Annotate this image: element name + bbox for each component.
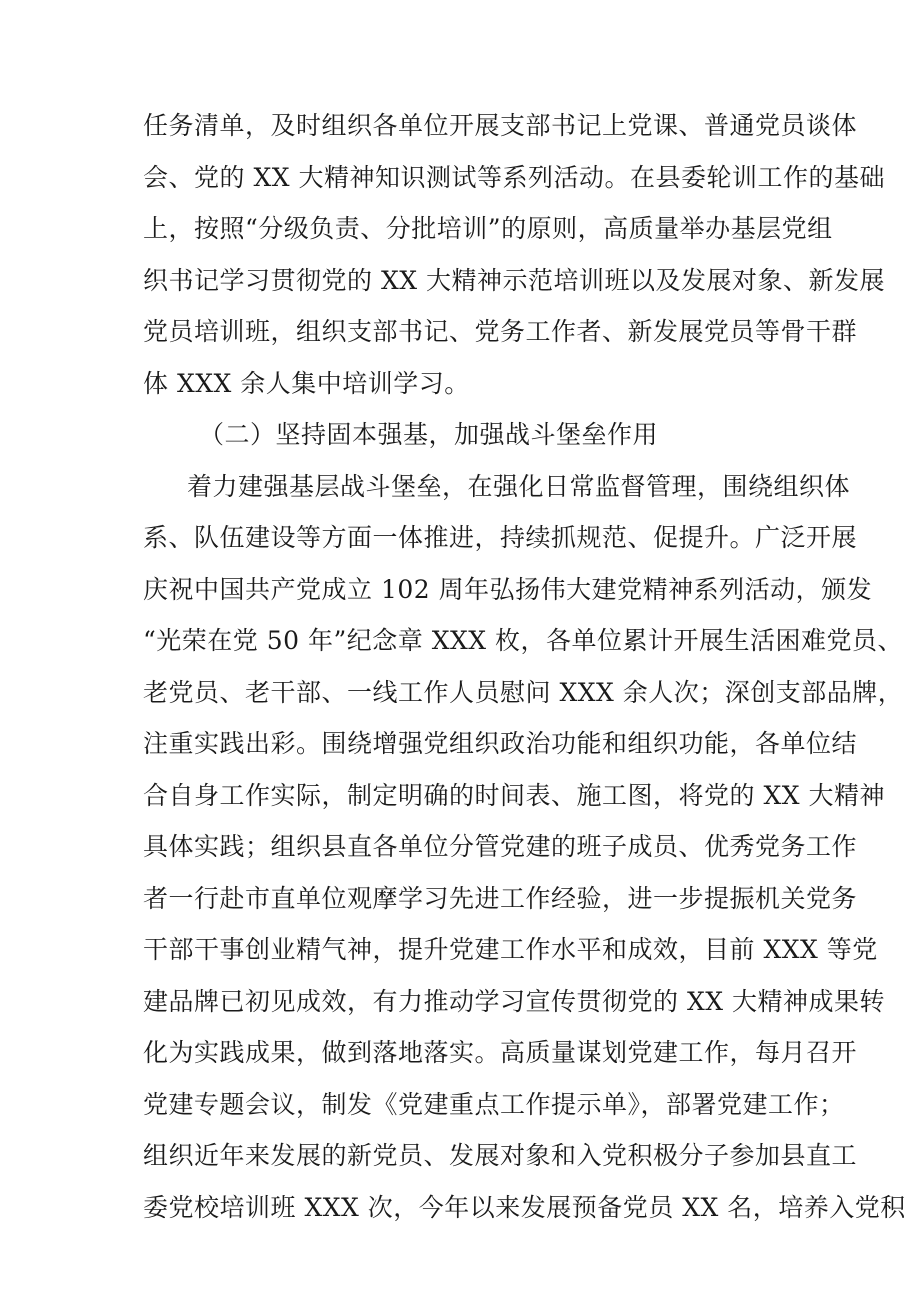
paragraph-line: 系、队伍建设等方面一体推进，持续抓规范、促提升。广泛开展 (143, 523, 858, 552)
paragraph-line: 体 XXX 余人集中培训学习。 (143, 368, 470, 398)
paragraph-line: 委党校培训班 XXX 次，今年以来发展预备党员 XX 名，培养入党积 (143, 1192, 906, 1222)
section-heading: （二）坚持固本强基，加强战斗堡垒作用 (199, 420, 659, 449)
paragraph-line: 党建专题会议，制发《党建重点工作提示单》，部署党建工作； (143, 1089, 845, 1119)
paragraph-line: 庆祝中国共产党成立 102 周年弘扬伟大建党精神系列活动，颁发 (143, 574, 873, 604)
paragraph-line: 任务清单，及时组织各单位开展支部书记上党课、普通党员谈体 (143, 111, 858, 140)
paragraph-line: 具体实践；组织县直各单位分管党建的班子成员、优秀党务工作 (143, 832, 858, 861)
paragraph-line: 建品牌已初见成效，有力推动学习宣传贯彻党的 XX 大精神成果转 (143, 986, 885, 1016)
paragraph-line: 组织近年来发展的新党员、发展对象和入党积极分子参加县直工 (143, 1141, 858, 1170)
paragraph-line: 干部干事创业精气神，提升党建工作水平和成效，目前 XXX 等党 (143, 935, 878, 964)
paragraph-line: 者一行赴市直单位观摩学习先进工作经验，进一步提振机关党务 (143, 883, 858, 913)
paragraph-line: 织书记学习贯彻党的 XX 大精神示范培训班以及发展对象、新发展 (143, 265, 885, 295)
paragraph-line: 上，按照“分级负责、分批培训”的原则，高质量举办基层党组 (143, 214, 833, 243)
paragraph-line: 化为实践成果，做到落地落实。高质量谋划党建工作，每月召开 (143, 1038, 858, 1067)
document-body (143, 100, 906, 1233)
paragraph-2 (143, 461, 906, 1234)
paragraph-line: 党员培训班，组织支部书记、党务工作者、新发展党员等骨干群 (143, 317, 858, 346)
paragraph-line: 注重实践出彩。围绕增强党组织政治功能和组织功能，各单位结 (143, 729, 858, 758)
paragraph-line: 老党员、老干部、一线工作人员慰问 XXX 余人次；深创支部品牌， (143, 677, 904, 707)
paragraph-line: 合自身工作实际，制定明确的时间表、施工图，将党的 XX 大精神 (143, 780, 885, 810)
paragraph-line: 会、党的 XX 大精神知识测试等系列活动。在县委轮训工作的基础 (143, 162, 885, 192)
paragraph-1 (143, 100, 885, 409)
paragraph-line: “光荣在党 50 年”纪念章 XXX 枚，各单位累计开展生活困难党员、 (143, 626, 904, 655)
paragraph-line: 着力建强基层战斗堡垒，在强化日常监督管理，围绕组织体 (187, 471, 851, 501)
